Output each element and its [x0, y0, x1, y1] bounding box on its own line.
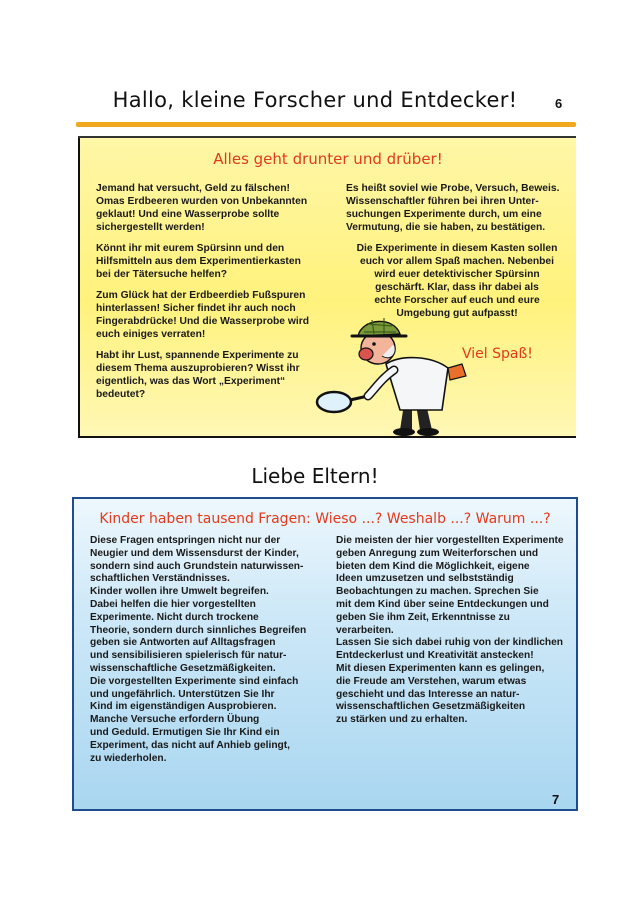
- text-line: Die meisten der hier vorgestellten Experimente: [336, 535, 564, 546]
- text-line: wissenschaftlichen Gesetzmäßigkeiten: [336, 701, 526, 713]
- kids-paragraph: Es heißt soviel wie Probe, Versuch, Beweis. Wissenschaftler führen bei ihren Unter- suchungen Experimente durch, um eine Vermutung, die sie haben, zu bestätigen.: [346, 183, 560, 233]
- text-line: Diese Fragen entspringen nicht nur der: [90, 535, 281, 546]
- text-line: Entdeckerlust und Kreativität anstecken!: [336, 650, 534, 662]
- text-line: die Freude am Verstehen, warum etwas: [336, 675, 527, 687]
- kids-paragraph: Könnt ihr mit eurem Spürsinn und den Hilfsmitteln aus dem Experimentierkasten bei der Tätersuche helfen?: [96, 243, 301, 280]
- parents-box-heading: Kinder haben tausend Fragen: Wieso ...? Weshalb ...? Warum ...?: [99, 511, 551, 527]
- page-number-top: 6: [555, 96, 563, 111]
- text-line: schaftlichen Verständnisses.: [90, 573, 230, 585]
- text-line: geschieht und das Interesse an natur-: [336, 688, 520, 700]
- text-line: sondern sind auch Grundstein naturwissen-: [90, 560, 304, 572]
- parents-title: Liebe Eltern!: [251, 464, 379, 488]
- text-line: Beobachtungen zu machen. Sprechen Sie: [336, 586, 539, 598]
- text-line: Manche Versuche erfordern Übung: [90, 714, 260, 726]
- text-line: und ungefährlich. Unterstützen Sie Ihr: [90, 688, 275, 700]
- sign-off: Viel Spaß!: [462, 346, 533, 362]
- text-line: Die vorgestellten Experimente sind einfach: [90, 675, 299, 687]
- kids-paragraph: Die Experimente in diesem Kasten sollen euch vor allem Spaß machen. Nebenbei wird euer detektivischer Spürsinn geschärft. Klar, dass ihr dabei als echte Forscher auf euch und eure Umgebung gut aufpasst!: [356, 243, 558, 319]
- text-line: zu stärken und zu erhalten.: [336, 714, 468, 726]
- text-line: bieten dem Kind die Möglichkeit, eigene: [336, 560, 530, 572]
- kids-paragraph: Zum Glück hat der Erdbeerdieb Fußspuren hinterlassen! Sicher findet ihr auch noch Fingerabdrücke! Und die Wasserprobe wird euch einiges verraten!: [96, 290, 310, 340]
- text-line: geben Anregung zum Weiterforschen und: [336, 547, 539, 559]
- text-line: Lassen Sie sich dabei ruhig von der kindlichen: [336, 637, 564, 649]
- box-top-border: [78, 136, 576, 138]
- parents-left-column: [90, 535, 320, 765]
- text-line: Dabei helfen die hier vorgestellten: [90, 598, 256, 610]
- text-line: Kinder wollen ihre Umwelt begreifen.: [90, 586, 269, 598]
- parents-right-column: [336, 535, 564, 727]
- text-line: wissenschaftliche Gesetzmäßigkeiten.: [90, 662, 276, 674]
- text-line: und sensibilisieren spielerisch für natur-: [90, 650, 287, 662]
- parents-info-box: [72, 497, 578, 811]
- kids-paragraph: Jemand hat versucht, Geld zu fälschen! Omas Erdbeeren wurden von Unbekannten geklaut! Und eine Wasserprobe sollte sichergestellt werden!: [96, 183, 308, 233]
- text-line: Theorie, sondern durch sinnliches Begreifen: [90, 624, 307, 636]
- detective-with-magnifying-glass-icon: [312, 306, 472, 436]
- text-line: geben Sie ihm Zeit, Erkenntnisse zu verarbeiten.: [336, 611, 510, 636]
- text-line: Experimente. Nicht durch trockene: [90, 611, 259, 623]
- kids-paragraph: Habt ihr Lust, spannende Experimente zu diesem Thema auszuprobieren? Wisst ihr eigentlich, was das Wort „Experiment“ bedeutet?: [96, 350, 300, 400]
- text-line: zu wiederholen.: [90, 752, 167, 764]
- page-number-bottom: 7: [552, 792, 560, 807]
- text-line: Mit diesen Experimenten kann es gelingen,: [336, 662, 545, 674]
- text-line: Neugier und dem Wissensdurst der Kinder,: [90, 547, 299, 559]
- kids-info-box: [78, 136, 576, 438]
- text-line: mit dem Kind über seine Entdeckungen und: [336, 598, 549, 610]
- kids-box-heading: Alles geht drunter und drüber!: [213, 150, 443, 168]
- text-line: Kind im eigenständigen Ausprobieren.: [90, 701, 277, 713]
- text-line: geben sie Antworten auf Alltagsfragen: [90, 637, 276, 649]
- text-line: Ideen umzusetzen und selbstständig: [336, 573, 514, 585]
- title-underline: [76, 122, 576, 127]
- kids-left-column: [96, 182, 326, 409]
- page-title: Hallo, kleine Forscher und Entdecker!: [112, 88, 518, 112]
- text-line: und Geduld. Ermutigen Sie Ihr Kind ein: [90, 726, 280, 738]
- text-line: Experiment, das nicht auf Anhieb gelingt,: [90, 739, 290, 751]
